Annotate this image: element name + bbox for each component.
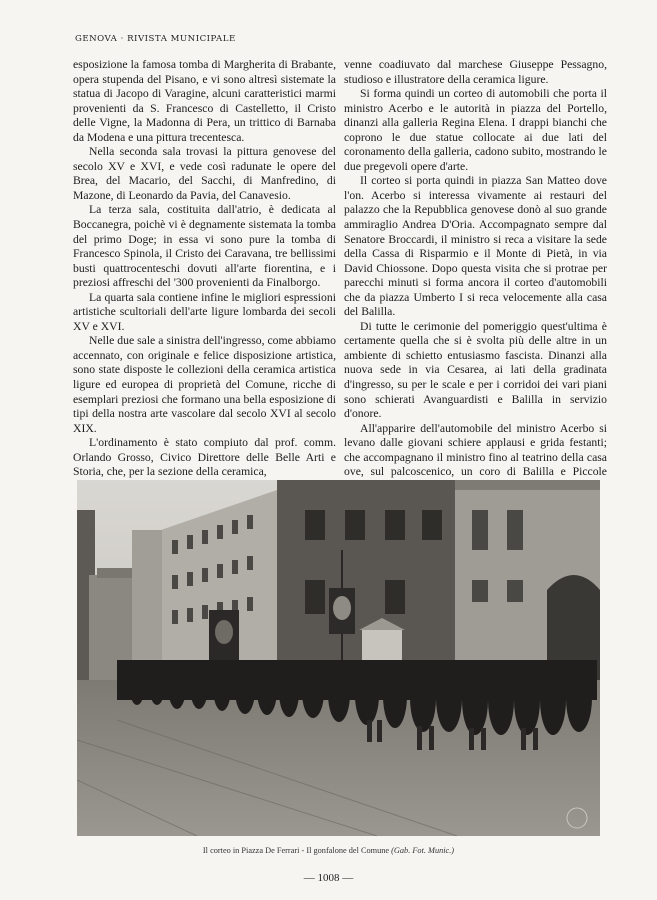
paragraph: Nella seconda sala trovasi la pittura genovese del secolo XV e XVI, e vede così radunate le opere del Brea, del Macario, del Sacchi, di Manfredino, di Mazone, di Leonardo da Pavia, del Canavesio.: [73, 145, 336, 202]
paragraph: All'apparire dell'automobile del ministro Acerbo si levano dalle giovani schiere applausi e grida festanti; che accompagnano il ministro fino al teatrino della casa ove, sul palcoscenico, un coro di Balilla e Piccole: [344, 421, 607, 479]
page-number: — 1008 —: [303, 872, 354, 884]
paragraph: Di tutte le cerimonie del pomeriggio quest'ultima è certamente quella che si è svolta più delle altre in un ambiente di schietto entusiasmo fascista. Dinanzi alla nuova sede in via Cesarea, ai lati della gradinata d'ingresso, su per le scale e per i corridoi dei vari piani sono schierati Avanguardisti e Balilla in servizio d'onore.: [344, 319, 607, 421]
paragraph: esposizione la famosa tomba di Margherita di Brabante, opera stupenda del Pisano, e vi sono altresì sistemate la statua di Jacopo di Varagine, alcuni caratteristici marmi provenienti da S. Francesco di Castelletto, il Cristo delle Vigne, la Madonna di Pera, un trittico di Barnaba da Modena e una pittura trecentesca.: [73, 58, 336, 144]
caption-credit: (Gab. Fot. Munic.): [391, 846, 455, 855]
paragraph: Nelle due sale a sinistra dell'ingresso, come abbiamo accennato, con originale e felice disposizione artistica, sono state disposte le collezioni della ceramica artistica ligure ed europea di proprietà del Comune, ricche di esemplari preziosi che formano una bella esposizione di tipi della nostra arte vascolare dal secolo XVI al secolo XIX.: [73, 334, 336, 435]
caption-text: Il corteo in Piazza De Ferrari - Il gonfalone del Comune: [202, 846, 390, 855]
left-text-column: [73, 58, 336, 480]
paragraph: L'ordinamento è stato compiuto dal prof. comm. Orlando Grosso, Civico Direttore delle Belle Arti e Storia, che, per la sezione della ceramica,: [73, 436, 336, 479]
paragraph: La quarta sala contiene infine le migliori espressioni artistiche scultoriali dell'arte ligure lombarda dei secoli XV e XVI.: [73, 290, 336, 333]
procession-photograph: [77, 480, 600, 836]
paragraph: Si forma quindi un corteo di automobili che porta il ministro Acerbo e le autorità in piazza del Portello, dinanzi alla galleria Regina Elena. I drappi bianchi che coprono le due statue collocate ai due lati del coronamento della galleria, cadono subito, mostrando le due pregevoli opere d'arte.: [344, 87, 607, 173]
paragraph: La terza sala, costituita dall'atrio, è dedicata al Boccanegra, poichè vi è degnamente sistemata la tomba del primo Doge; in essa vi sono pure la tomba di Francesco Spinola, il Cristo dei Caravana, tre bellissimi busti quattrocenteschi dovuti all'arte fiorentina, e i preziosi affreschi del '300 provenienti da Finalborgo.: [73, 203, 336, 290]
photo-caption: [0, 846, 657, 855]
running-head: GENOVA · RIVISTA MUNICIPALE: [75, 34, 236, 44]
paragraph: venne coadiuvato dal marchese Giuseppe Pessagno, studioso e illustratore della ceramica ligure.: [344, 58, 607, 86]
right-text-column: [344, 58, 607, 509]
paragraph: Il corteo si porta quindi in piazza San Matteo dove l'on. Acerbo si interessa vivamente ai restauri del palazzo che la Repubblica genovese donò al suo grande ammiraglio Andrea D'Oria. Accompagnato sempre dal Senatore Broccardi, il ministro si reca a visitare la sede della Cassa di Risparmio e il Monte di Pietà, in via David Chiossone. Dopo questa visita che si protrae per parecchi minuti si forma ancora il corteo d'automobili che da piazza Umberto I si reca velocemente alla casa del Balilla.: [344, 174, 607, 319]
